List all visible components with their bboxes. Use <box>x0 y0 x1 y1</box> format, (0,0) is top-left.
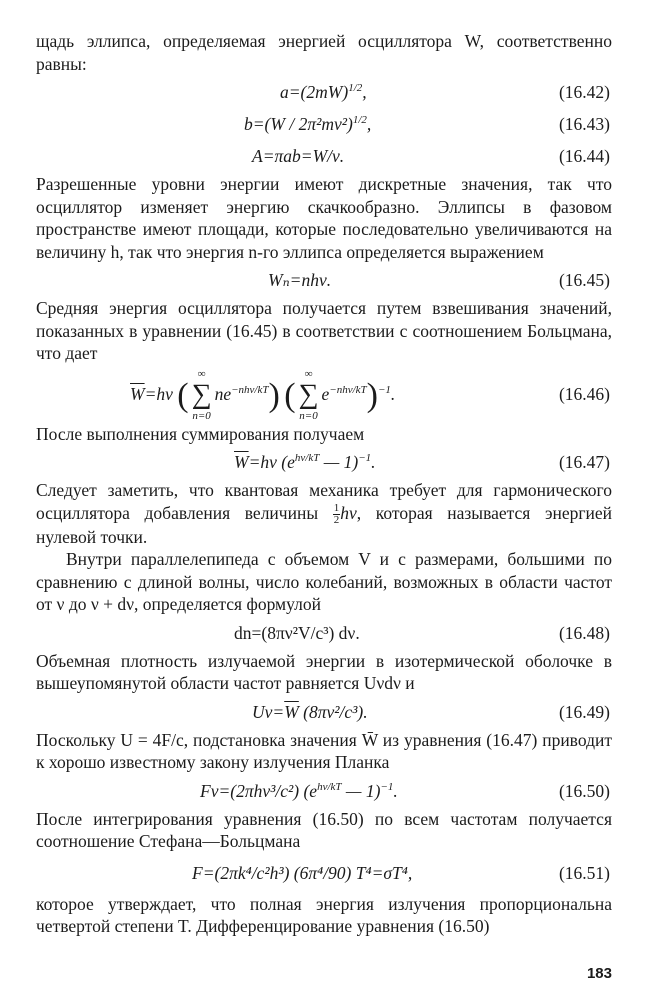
sum-lower: n=0 <box>299 410 318 423</box>
equation-number: (16.49) <box>558 701 610 722</box>
formula-tail: , <box>366 114 372 134</box>
exponent: hν/kT <box>294 452 320 465</box>
equation-number: (16.51) <box>558 862 610 883</box>
paragraph-text: , которая называется энергией нулевой точки. <box>36 502 613 547</box>
paragraph: Внутри параллелепипеда с объемом V и с размерами, большими по сравнению с длиной волны, число колебаний, возможных в области частот от ν до ν + dν, определяется формулой <box>36 549 612 615</box>
formula-tail: . <box>371 452 376 472</box>
exponent: −1 <box>380 781 394 794</box>
paragraph: Средняя энергия осциллятора получается путем взвешивания значений, показанных в уравнении (16.45) в соответствии с соотношением Больцмана, что дает <box>36 298 612 363</box>
formula: A=πab=W/ν. <box>252 146 345 166</box>
equation-16-48 <box>36 618 612 648</box>
formula: (8πν²/c³). <box>298 701 368 722</box>
sum-lower: n=0 <box>192 410 211 423</box>
page-body <box>36 30 612 938</box>
formula-tail: . <box>393 780 398 801</box>
equation-number: (16.48) <box>558 622 610 643</box>
exponent: hν/kT <box>317 781 342 794</box>
paragraph: После интегрирования уравнения (16.50) по всем частотам получается соотношение Стефана—Больцмана <box>36 808 612 852</box>
formula: a=(2mW) <box>280 82 349 102</box>
equation-16-44 <box>36 141 612 171</box>
equation-16-47 <box>36 447 612 477</box>
term: e <box>321 383 330 404</box>
formula: b=(W / 2π²mν²) <box>244 114 353 134</box>
paragraph-text: Следует заметить, что квантовая механика требует для гармонического осциллятора добавления величины <box>36 480 612 523</box>
paragraph: которое утверждает, что полная энергия излучения пропорциональна четвертой степени T. Дифференцирование уравнения (16.50) <box>36 893 612 937</box>
equation-number: (16.46) <box>558 383 610 404</box>
paragraph: После выполнения суммирования получаем <box>36 423 365 444</box>
formula: Uν= <box>252 701 285 722</box>
page-number: 183 <box>586 965 612 982</box>
sum-upper: ∞ <box>304 368 313 381</box>
equation-16-51 <box>36 855 612 891</box>
formula-tail: . <box>390 383 396 404</box>
term: ne <box>214 383 232 404</box>
equation-number: (16.42) <box>558 82 610 102</box>
sum-upper: ∞ <box>197 368 206 381</box>
formula: =hν <box>144 383 173 404</box>
mean-energy-symbol: $\overline{W}$ <box>234 452 249 472</box>
equation-16-49 <box>36 697 612 727</box>
formula: Fν=(2πhν³/c²) (e <box>200 780 318 801</box>
paragraph: щадь эллипса, определяемая энергией осциллятора W, соответственно равны: <box>36 31 612 74</box>
mean-energy-symbol: $\overline{W}$ <box>130 383 145 404</box>
outer-exponent: −1 <box>377 383 391 396</box>
formula: =hν (e <box>248 452 295 472</box>
paragraph: Поскольку U = 4F/c, подстановка значения W̄ из уравнения (16.47) приводит к хорошо известному закону излучения Планка <box>36 729 612 773</box>
formula: F=(2πk⁴/c²h³) (6π⁴/90) T⁴=σT⁴, <box>192 862 413 883</box>
paragraph <box>36 479 612 548</box>
equation-number: (16.45) <box>558 270 610 290</box>
equation-16-42 <box>36 77 612 107</box>
summation <box>299 367 319 423</box>
equation-number: (16.44) <box>558 146 610 166</box>
sum-sign: ∑ <box>191 379 212 411</box>
formula: — 1) <box>341 780 381 801</box>
exponent: −1 <box>358 452 372 465</box>
equation-16-46: $\overline{W}=h\nu$ ( ∞ ∑ n=0 $ne^{-nh\nu/kT}$) ( ∞ ∑ n=0 $e^{-nh\nu/kT})^{-1}$. (16.46) <box>130 368 610 423</box>
exponent: 1/2 <box>348 82 363 95</box>
equation-16-43 <box>36 109 612 139</box>
exponent: 1/2 <box>352 114 367 127</box>
mean-energy-symbol: $\overline{W}$ <box>284 701 299 722</box>
formula-tail: , <box>362 82 367 102</box>
equation-16-45 <box>36 265 612 295</box>
denominator: 2 <box>333 513 340 526</box>
equation-number: (16.43) <box>558 114 610 134</box>
equation-16-50 <box>36 776 612 806</box>
paragraph: Разрешенные уровни энергии имеют дискретные значения, так что осциллятор изменяет энергию скачкообразно. Эллипсы в фазовом пространстве имеют площади, которые последовательно увеличиваются на величину h, так что энергия n-го эллипса определяется выражением <box>36 174 612 262</box>
exponent: −nhν/kT <box>329 383 367 396</box>
formula: Wₙ=nhν. <box>268 270 332 290</box>
numerator: 1 <box>333 501 340 514</box>
h-nu: hν <box>340 502 357 523</box>
exponent: −nhν/kT <box>231 383 269 396</box>
paragraph: Объемная плотность излучаемой энергии в изотермической оболочке в вышеупомянутой области частот равняется Uνdν и <box>36 650 612 694</box>
equation-number: (16.47) <box>558 452 610 472</box>
sum-sign: ∑ <box>298 379 319 411</box>
formula: — 1) <box>319 452 359 472</box>
formula: dn=(8πν²V/c³) dν. <box>234 622 360 643</box>
equation-number: (16.50) <box>558 780 610 801</box>
summation <box>192 367 212 423</box>
